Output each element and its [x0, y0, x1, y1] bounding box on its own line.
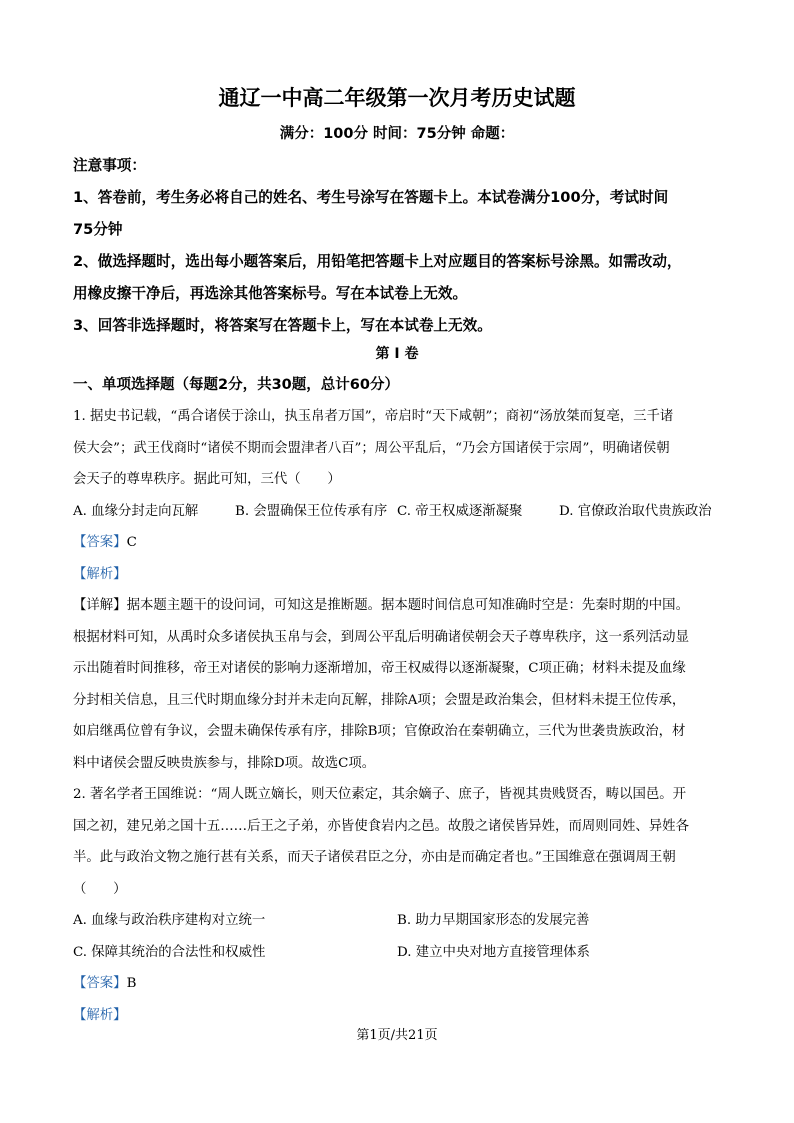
- analysis-tag: 【解析】: [73, 1007, 127, 1023]
- q2-stem-line: 半。此与政治文物之施行甚有关系，而天子诸侯君臣之分，亦由是而确定者也。”王国维意在强调周王朝: [73, 850, 676, 865]
- q2-option-c: C. 保障其统治的合法性和权威性: [73, 944, 266, 960]
- answer-tag: 【答案】: [73, 535, 127, 550]
- q1-option-d: D. 官僚政治取代贵族政治: [559, 503, 712, 519]
- q1-detail-line: 分封相关信息，且三代时期血缘分封并未走向瓦解，排除A项；会盟是政治集会，但材料未提王位传承，: [73, 692, 686, 708]
- q1-stem-line: 1. 据史书记载，“禹合诸侯于涂山，执玉帛者万国”，帝启时“天下咸朝”；商初“汤放桀而复亳，三千诸: [73, 409, 674, 424]
- notes-line: 75分钟: [73, 221, 123, 238]
- exam-title: 通辽一中高二年级第一次月考历史试题: [218, 86, 576, 110]
- q2-answer: [73, 968, 723, 1000]
- notes-line: 用橡皮擦干净后，再选涂其他答案标号。写在本试卷上无效。: [73, 285, 468, 302]
- q1-stem-line: 侯大会”；武王伐商时“诸侯不期而会盟津者八百”；周公平乱后，“乃会方国诸侯于宗周”，明确诸侯朝: [73, 440, 670, 456]
- q1-option-c: C. 帝王权威逐渐凝聚: [397, 503, 523, 519]
- q2-answer-value: B: [126, 976, 137, 991]
- notes-line: 1、答卷前，考生务必将自己的姓名、考生号涂写在答题卡上。本试卷满分100分，考试时间: [73, 189, 669, 206]
- q1-analysis: [73, 559, 723, 591]
- q1-option-a: A. 血缘分封走向瓦解: [73, 503, 199, 519]
- detail-tag: 【详解】: [73, 598, 127, 613]
- notes-line: 3、回答非选择题时，将答案写在答题卡上，写在本试卷上无效。: [73, 317, 492, 334]
- q1-detail-line: 料中诸侯会盟反映贵族参与，排除D项。故选C项。: [73, 755, 376, 771]
- q2-option-d: D. 建立中央对地方直接管理体系: [397, 944, 590, 960]
- q1-detail-line: 如启继禹位曾有争议，会盟未确保传承有序，排除B项；官僚政治在秦朝确立，三代为世袭贵族政治，材: [73, 724, 686, 739]
- q2-option-b: B. 助力早期国家形态的发展完善: [397, 913, 590, 928]
- notes-line: 2、做选择题时，选出每小题答案后，用铅笔把答题卡上对应题目的答案标号涂黑。如需改动，: [73, 253, 682, 270]
- notes-heading: 注意事项：: [73, 157, 146, 174]
- q2-stem-line: 2. 著名学者王国维说：“周人既立嫡长，则天位素定，其余嫡子、庶子，皆视其贵贱贤否，畴以国邑。开: [73, 787, 687, 802]
- q2-stem-line: （ ）: [73, 881, 127, 897]
- questions-body: [73, 401, 723, 1031]
- q2-options-row-1: [73, 905, 723, 937]
- q1-options: [73, 496, 723, 528]
- q2-option-a: A. 血缘与政治秩序建构对立统一: [73, 913, 266, 928]
- q1-option-b: B. 会盟确保王位传承有序: [235, 503, 388, 519]
- q1-answer-value: C: [126, 535, 137, 550]
- q1-detail-line: 根据材料可知，从禹时众多诸侯执玉帛与会，到周公平乱后明确诸侯朝会天子尊卑秩序，这一系列活动显: [73, 629, 689, 645]
- notes-block: [73, 150, 723, 342]
- volume-label: 第 I 卷: [375, 346, 419, 362]
- page-number: 第1页/共21页: [356, 1028, 438, 1043]
- section-title: 一、单项选择题（每题2分，共30题，总计60分）: [73, 377, 399, 393]
- q1-detail-line: 【详解】据本题主题干的设问词，可知这是推断题。据本题时间信息可知准确时空是：先秦时期的中国。: [73, 598, 689, 613]
- q1-stem-line: 会天子的尊卑秩序。据此可知，三代（ ）: [73, 472, 341, 487]
- analysis-tag: 【解析】: [73, 566, 127, 582]
- answer-tag: 【答案】: [73, 976, 127, 991]
- q2-options-row-2: [73, 937, 723, 969]
- q2-stem-line: 国之初，建兄弟之国十五……后王之子弟，亦皆使食岩内之邑。故殷之诸侯皆异姓，而周则同姓、异姓各: [73, 818, 689, 834]
- exam-subtitle: 满分：100分 时间：75分钟 命题：: [279, 126, 515, 142]
- q1-answer: [73, 527, 723, 559]
- q1-detail-line: 示出随着时间推移，帝王对诸侯的影响力逐渐增加，帝王权威得以逐渐凝聚，C项正确；材料未提及血缘: [73, 661, 686, 676]
